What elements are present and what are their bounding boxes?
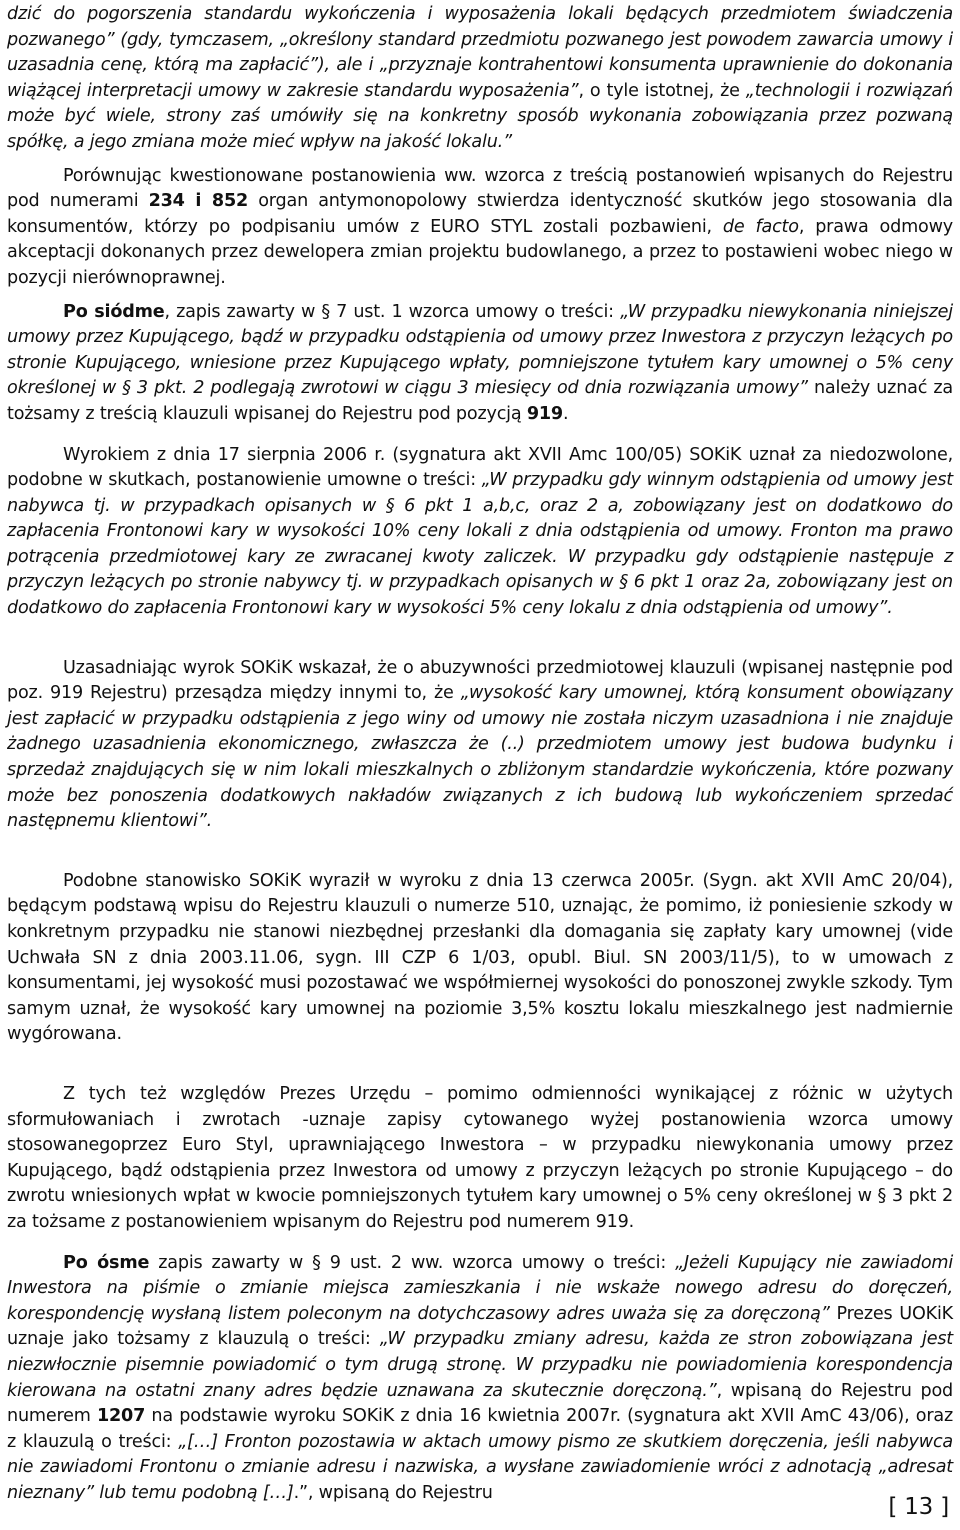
register-numbers: 234 i 852	[148, 191, 249, 212]
body-text: Uzasadniając wyrok SOKiK wskazał, że o abuzywności przedmiotowej klauzuli (wpisanej następnie pod poz. 919 Rejestru) przesądza między innymi to, że	[7, 657, 953, 704]
quote-text: „W przypadku zmiany adresu, każda ze stron zobowiązana jest niezwłocznie pisemnie powiadomić o tym drugą stronę. W przypadku nie powiadomienia korespondencja kierowana na ostatni znany adres będzie uznawana za skutecznie doręczoną.”	[7, 1329, 954, 1401]
body-text: Prezes UOKiK uznaje jako tożsamy z klauzulą o treści:	[7, 1303, 953, 1350]
body-text: Z tych też względów Prezes Urzędu – pomimo odmienności wynikającej z różnic w użytych sformułowaniach i zwrotach -uznaje zapisy cytowanego wyżej postanowienia wzorca umowy stosowanegoprzez Euro Styl, uprawniającego Inwestora – w przypadku niewykonania umowy przez Kupującego, bądź odstąpienia przez Inwestora od umowy z przyczyn leżących po stronie Kupującego – do zwrotu wniesionych wpłat w kwocie pomniejszonych tytułem kary umownej o 5% ceny określonej w § 3 pkt 2 za tożsame z postanowieniem wpisanym do Rejestru pod numerem 919.	[7, 1083, 953, 1232]
quote-text: „W przypadku niewykonania niniejszej umowy przez Kupującego, bądź w przypadku odstąpienia od umowy przez Inwestora z przyczyn leżących po stronie Kupującego, wniesione przez Kupującego wpłaty, pomniejszone tytułem kary umownej o 5% ceny określonej w § 3 pkt. 2 podlegają zwrotowi w ciągu 3 miesięcy od dnia rozwiązania umowy”	[7, 301, 953, 399]
register-number: 919	[526, 403, 563, 424]
paragraph-3	[7, 300, 953, 428]
body-text: na podstawie wyroku SOKiK z dnia 16 kwietnia 2007r. (sygnatura akt XVII AmC 43/06), oraz z klauzulą o treści:	[7, 1406, 953, 1452]
body-text: Porównując kwestionowane postanowienia ww. wzorca z treścią postanowień wpisanych do Rejestru pod numerami	[7, 165, 953, 212]
register-number: 1207	[96, 1406, 146, 1427]
body-text: Wyrokiem z dnia 17 sierpnia 2006 r. (sygnatura akt XVII Amc 100/05) SOKiK uznał za niedozwolone, podobne w skutkach, postanowienie umowne o treści:	[7, 444, 953, 491]
paragraph-7	[7, 1082, 953, 1236]
body-text: , wpisaną do Rejestru pod numerem	[7, 1380, 953, 1427]
quote-text: „Jeżeli Kupujący nie zawiadomi Inwestora na piśmie o zmianie miejsca zamieszkania i nie wskaże nowego adresu do doręczeń, korespondencję wysłaną listem poleconym na dotychczasowy adres uważa się za doręczoną”	[7, 1252, 954, 1324]
page-number: [ 13 ]	[888, 1494, 949, 1520]
body-text: .	[562, 403, 569, 424]
quote-text: „wysokość kary umownej, którą konsument obowiązany jest zapłacić w przypadku odstąpienia z jego winy od umowy nie została niczym uzasadniona i nie znajduje żadnego uzasadnienia ekonomicznego, zwłaszcza że (..) przedmiotem umowy jest budowa budynku i sprzedaż znajdujących się w nim lokali mieszkalnych o zbliżonym standardzie wykończenia, które pozwany może bez ponoszenia dodatkowych nakładów związanych z ich budową lub wykończeniem sprzedać następnemu klientowi”.	[7, 683, 953, 832]
body-text: należy uznać za tożsamy z treścią klauzuli wpisanej do Rejestru pod pozycją	[7, 378, 953, 424]
body-text: .”, wpisaną do Rejestru	[293, 1482, 493, 1503]
body-text: , o tyle istotnej, że	[578, 80, 746, 101]
paragraph-2	[7, 164, 953, 292]
section-heading: Po ósme	[63, 1252, 150, 1273]
latin-term: de facto	[722, 216, 799, 237]
paragraph-6	[7, 869, 953, 1048]
quote-text: „[…] Fronton pozostawia w aktach umowy pismo ze skutkiem doręczenia, jeśli nabywca nie zawiadomi Frontonu o zmianie adresu i nazwiska, a wysłane zawiadomienie wróci z adnotacją „adresat nieznany” lub temu podobną […]	[7, 1431, 953, 1503]
paragraph-5	[7, 656, 953, 835]
quote-text: „technologii i rozwiązań może być wiele, strony zaś umówiły się na konkretny sposób wykonania zobowiązania przez pozwaną spółkę, a jego zmiana może mieć wpływ na jakość lokalu.”	[7, 80, 954, 152]
body-text: organ antymonopolowy stwierdza identyczność skutków jego stosowania dla konsumentów, którzy po podpisaniu umów z EURO STYL zostali pozbawieni,	[7, 191, 953, 237]
quote-text: dzić do pogorszenia standardu wykończenia i wyposażenia lokali będących przedmiotem świadczenia pozwanego” (gdy, tymczasem, „określony standard przedmiotu pozwanego jest powodem zawarcia umowy i uzasadnia cenę, którą ma zapłacić”), ale i „przyznaje kontrahentowi konsumenta uprawnienie do dokonania wiążącej interpretacji umowy w zakresie standardu wyposażenia”	[7, 4, 953, 101]
section-heading: Po siódme	[63, 301, 165, 322]
body-text: zapis zawarty w § 9 ust. 2 ww. wzorca umowy o treści:	[149, 1252, 676, 1273]
body-text: , zapis zawarty w § 7 ust. 1 wzorca umowy o treści:	[164, 301, 621, 322]
body-text: , prawa odmowy akceptacji dokonanych przez dewelopera zmian projektu budowlanego, a przez to postawieni wobec niego w pozycji nierównoprawnej.	[7, 216, 953, 288]
paragraph-8	[7, 1251, 953, 1507]
body-text: Podobne stanowisko SOKiK wyraził w wyroku z dnia 13 czerwca 2005r. (Sygn. akt XVII AmC 20/04), będącym podstawą wpisu do Rejestru klauzuli o numerze 510, uznając, że pomimo, iż poniesienie szkody w konkretnym przypadku nie stanowi niezbędnej przesłanki dla domagania się zapłaty kary umownej (vide Uchwała SN z dnia 2003.11.06, sygn. III CZP 6 1/03, opubl. Biul. SN 2003/11/5), to w umowach z konsumentami, jej wysokość musi pozostawać we współmiernej wysokości do ponoszonej zwykle szkody. Tym samym uznał, że wysokość kary umownej na poziomie 3,5% kosztu lokalu mieszkalnego jest nadmiernie wygórowana.	[7, 870, 953, 1045]
paragraph-1	[7, 2, 953, 156]
paragraph-4	[7, 443, 953, 622]
quote-text: „W przypadku gdy winnym odstąpienia od umowy jest nabywca tj. w przypadkach opisanych w § 6 pkt 1 a,b,c, oraz 2 a, zobowiązany jest on dodatkowo do zapłacenia Frontonowi kary w wysokości 10% ceny lokali z dnia odstąpienia od umowy. Fronton ma prawo potrącenia przedmiotowej kary ze zwracanej kwoty zaliczek. W przypadku gdy odstąpienie następuje z przyczyn leżących po stronie nabywcy tj. w przypadkach opisanych w § 6 pkt 1 oraz 2a, zobowiązany jest on dodatkowo do zapłacenia Frontonowi kary w wysokości 5% ceny lokalu z dnia odstąpienia od umowy”.	[7, 470, 953, 619]
